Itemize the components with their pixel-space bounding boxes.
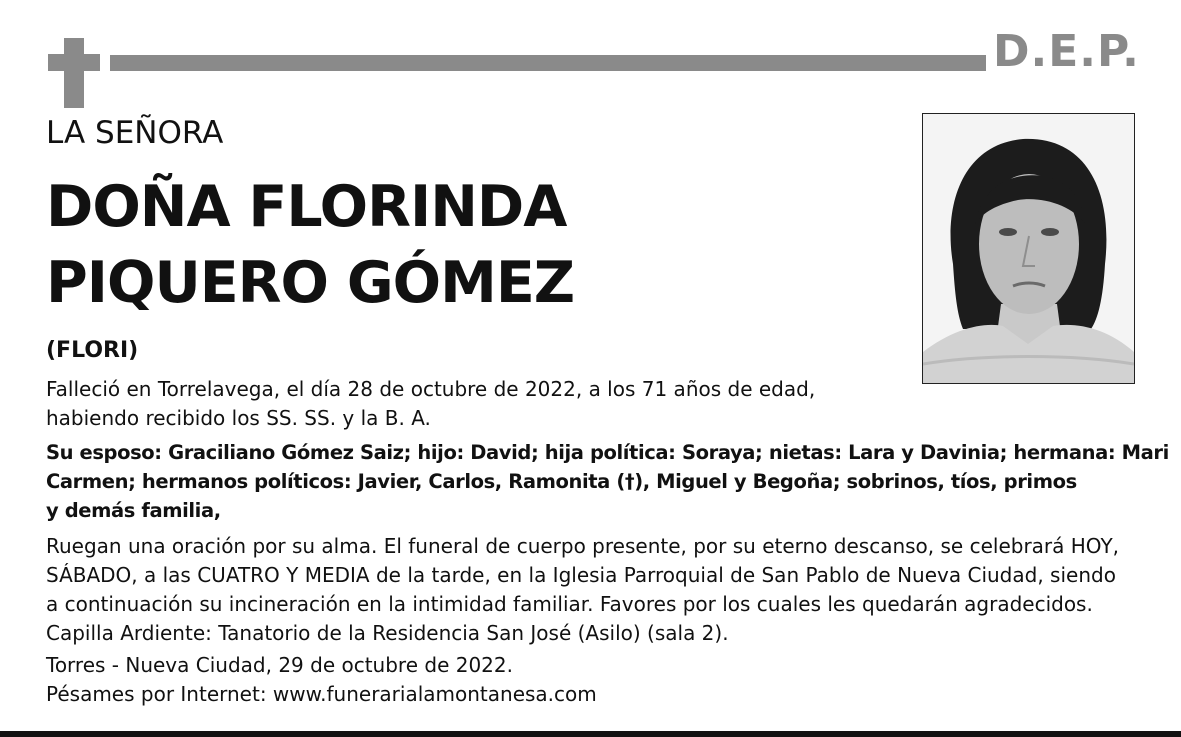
family-line: Carmen; hermanos políticos: Javier, Carlos, Ramonita (†), Miguel y Begoña; sobrinos, tíos, primos [46, 470, 1077, 493]
funeral-line: Capilla Ardiente: Tanatorio de la Residencia San José (Asilo) (sala 2). [46, 621, 729, 645]
nickname: (FLORI) [46, 338, 139, 363]
funeral-details [46, 532, 1119, 648]
header-rule [110, 55, 986, 71]
footer [46, 651, 597, 709]
name-line-1: DOÑA FLORINDA [46, 174, 567, 240]
bottom-border [0, 731, 1181, 737]
intro-label: LA SEÑORA [46, 115, 224, 151]
family-line: y demás familia, [46, 499, 221, 522]
place-date: Torres - Nueva Ciudad, 29 de octubre de 2022. [46, 653, 513, 677]
death-info [46, 375, 815, 433]
death-info-line: Falleció en Torrelavega, el día 28 de octubre de 2022, a los 71 años de edad, [46, 377, 816, 401]
family-line: Su esposo: Graciliano Gómez Saiz; hijo: David; hija política: Soraya; nietas: Lara y Davinia; hermana: Mari [46, 441, 1169, 464]
dep-label: D.E.P. [993, 26, 1140, 77]
cross-icon [64, 38, 84, 108]
funeral-line: Ruegan una oración por su alma. El funeral de cuerpo presente, por su eterno descanso, se celebrará HOY, [46, 534, 1120, 558]
portrait-photo [922, 113, 1135, 384]
family-list [46, 438, 1169, 525]
condolences-website: Pésames por Internet: www.funerarialamontanesa.com [46, 682, 597, 706]
name-line-2: PIQUERO GÓMEZ [46, 250, 575, 316]
death-info-line: habiendo recibido los SS. SS. y la B. A. [46, 406, 431, 430]
funeral-line: SÁBADO, a las CUATRO Y MEDIA de la tarde, en la Iglesia Parroquial de San Pablo de Nueva Ciudad, siendo [46, 563, 1116, 587]
deceased-name [46, 169, 574, 321]
cross-icon-arm [48, 54, 100, 71]
funeral-line: a continuación su incineración en la intimidad familiar. Favores por los cuales les quedarán agradecidos. [46, 592, 1093, 616]
